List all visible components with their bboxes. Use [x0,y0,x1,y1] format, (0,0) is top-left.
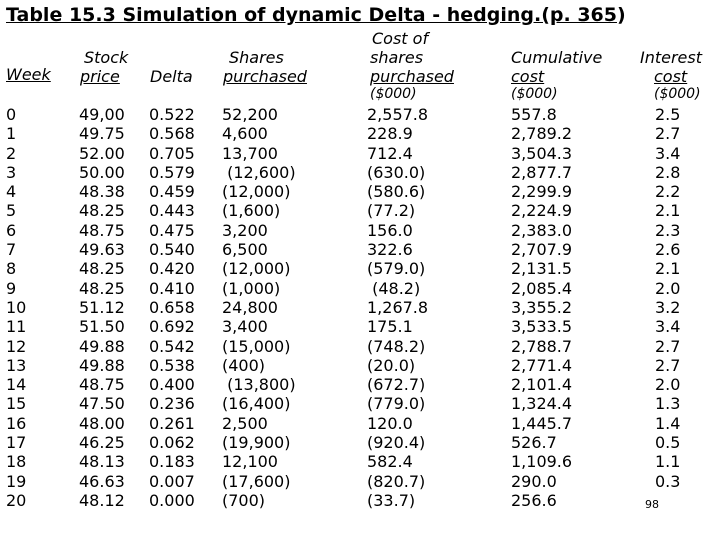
table-cell-week: 9 [6,278,17,298]
table-cell-week: 8 [6,259,17,279]
table-cell-cum: 2,224.9 [511,201,573,221]
table-cell-price: 48.00 [79,413,125,433]
table-cell-price: 51.12 [79,297,125,317]
table-cell-interest: 1.3 [655,394,681,414]
table-cell-cost: (820.7) [367,471,426,491]
column-stock-price [79,105,125,510]
table-cell-interest: 2.2 [655,182,681,202]
table-cell-shares: (12,000) [222,182,291,202]
table-cell-cost: 1,267.8 [367,297,429,317]
table-cell-price: 49.63 [79,240,125,260]
table-cell-shares: (15,000) [222,336,291,356]
table-cell-price: 49.88 [79,336,125,356]
table-cell-shares: (12,000) [222,259,291,279]
header-stock-line1: Stock [84,48,129,67]
table-cell-price: 51.50 [79,317,125,337]
table-cell-cum: 2,771.4 [511,355,573,375]
table-title-text: Table 15.3 Simulation of dynamic Delta - hedging.(p. 365 [6,4,617,26]
table-cell-week: 5 [6,201,17,221]
table-cell-shares: (16,400) [222,394,291,414]
table-cell-delta: 0.540 [149,240,195,260]
table-cell-delta: 0.183 [149,452,195,472]
table-cell-cost: 582.4 [367,452,413,472]
table-cell-price: 50.00 [79,162,125,182]
table-cell-week: 12 [6,336,27,356]
column-delta [149,105,195,510]
table-cell-cum: 2,131.5 [511,259,573,279]
table-cell-shares: (13,800) [222,375,296,395]
table-cell-price: 48.75 [79,375,125,395]
table-cell-price: 46.63 [79,471,125,491]
table-cell-cost: 2,557.8 [367,105,429,124]
table-cell-cum: 290.0 [511,471,557,491]
unit-cumulative: ($000) [511,86,558,102]
table-cell-delta: 0.542 [149,336,195,356]
table-cell-cost: (20.0) [367,355,416,375]
table-cell-week: 13 [6,355,27,375]
table-cell-delta: 0.475 [149,220,195,240]
header-cost-line1: Cost of [372,29,429,48]
table-cell-cum: 2,789.2 [511,124,573,144]
table-cell-shares: (1,000) [222,278,281,298]
column-cumulative-cost [511,105,572,510]
table-cell-week: 14 [6,375,27,395]
table-cell-week: 18 [6,452,27,472]
table-cell-week: 10 [6,297,27,317]
column-week [6,105,26,510]
header-shares-line2: purchased [223,67,307,86]
table-cell-cum: 2,383.0 [511,220,573,240]
table-cell-delta: 0.000 [149,490,195,510]
table-cell-cost: 322.6 [367,240,413,260]
table-cell-cum: 1,109.6 [511,452,573,472]
table-cell-price: 49.75 [79,124,125,144]
header-shares-line1: Shares [229,48,284,67]
table-cell-delta: 0.007 [149,471,195,491]
table-cell-week: 0 [6,105,17,124]
table-cell-cum: 2,101.4 [511,375,573,395]
table-cell-cost: 120.0 [367,413,413,433]
table-cell-week: 4 [6,182,17,202]
table-cell-delta: 0.261 [149,413,195,433]
table-cell-price: 46.25 [79,433,125,453]
table-cell-interest: 0.3 [655,471,681,491]
table-cell-interest: 2.0 [655,375,681,395]
table-cell-cost: (779.0) [367,394,426,414]
table-cell-shares: (17,600) [222,471,291,491]
table-cell-cost: (580.6) [367,182,426,202]
column-shares-purchased [222,105,296,510]
column-interest-cost [655,105,680,510]
table-cell-delta: 0.443 [149,201,195,221]
table-cell-cum: 2,788.7 [511,336,573,356]
page-number: 98 [645,498,659,511]
table-cell-shares: (700) [222,490,266,510]
table-cell-price: 48.25 [79,259,125,279]
table-cell-cost: (48.2) [367,278,421,298]
table-cell-shares: (12,600) [222,162,296,182]
table-cell-interest: 3.4 [655,317,681,337]
header-shares [223,48,307,86]
table-cell-interest: 2.3 [655,220,681,240]
table-cell-interest: 1.1 [655,452,681,472]
table-cell-interest: 2.7 [655,124,681,144]
table-cell-delta: 0.538 [149,355,195,375]
table-cell-week: 6 [6,220,17,240]
table-cell-cum: 3,533.5 [511,317,573,337]
table-cell-price: 48.38 [79,182,125,202]
table-cell-week: 1 [6,124,17,144]
table-cell-shares: (19,900) [222,433,291,453]
table-cell-cost: (748.2) [367,336,426,356]
table-cell-interest: 2.1 [655,259,681,279]
table-cell-price: 48.75 [79,220,125,240]
table-cell-delta: 0.459 [149,182,195,202]
header-interest [640,48,702,86]
table-cell-cost: 228.9 [367,124,413,144]
table-cell-cum: 256.6 [511,490,557,510]
table-cell-shares: (1,600) [222,201,281,221]
table-cell-interest: 3.4 [655,143,681,163]
table-cell-cost: 175.1 [367,317,413,337]
table-cell-shares: 2,500 [222,413,268,433]
table-cell-interest: 0.5 [655,433,681,453]
table-cell-price: 48.13 [79,452,125,472]
table-cell-price: 47.50 [79,394,125,414]
table-cell-week: 17 [6,433,27,453]
table-cell-delta: 0.658 [149,297,195,317]
table-cell-shares: 13,700 [222,143,278,163]
header-cost-line3: purchased [370,67,454,86]
table-cell-week: 16 [6,413,27,433]
table-cell-delta: 0.579 [149,162,195,182]
table-cell-week: 11 [6,317,27,337]
table-cell-interest: 2.1 [655,201,681,221]
table-cell-interest: 2.0 [655,278,681,298]
table-cell-interest: 1.4 [655,413,681,433]
header-delta [150,67,193,86]
table-cell-cost: 712.4 [367,143,413,163]
table-cell-shares: 3,200 [222,220,268,240]
table-cell-week: 19 [6,471,27,491]
table-cell-cost: (630.0) [367,162,426,182]
table-cell-cost: (579.0) [367,259,426,279]
header-stock-line2: price [80,67,120,86]
column-cost-of-shares [367,105,428,510]
table-title [6,4,626,26]
table-cell-price: 48.25 [79,278,125,298]
table-cell-shares: 12,100 [222,452,278,472]
table-cell-interest: 3.2 [655,297,681,317]
table-cell-cum: 3,355.2 [511,297,573,317]
header-week-label: Week [6,65,51,84]
table-cell-shares: 52,200 [222,105,278,124]
table-cell-delta: 0.420 [149,259,195,279]
header-cum-line2: cost [511,67,545,86]
table-cell-delta: 0.522 [149,105,195,124]
table-cell-shares: 24,800 [222,297,278,317]
table-cell-delta: 0.062 [149,433,195,453]
table-cell-shares: (400) [222,355,266,375]
header-int-line1: Interest [640,48,703,67]
table-cell-price: 52.00 [79,143,125,163]
table-title-close-paren: ) [616,4,626,26]
header-cumulative [511,48,602,86]
table-cell-cum: 1,324.4 [511,394,573,414]
table-cell-cost: (672.7) [367,375,426,395]
table-cell-shares: 3,400 [222,317,268,337]
table-cell-cum: 1,445.7 [511,413,573,433]
table-cell-cum: 2,707.9 [511,240,573,260]
unit-cost: ($000) [370,86,417,102]
table-cell-cum: 2,085.4 [511,278,573,298]
header-cum-line1: Cumulative [511,48,603,67]
table-cell-price: 49,00 [79,105,125,124]
unit-interest: ($000) [654,86,701,102]
table-cell-week: 7 [6,240,17,260]
table-cell-delta: 0.705 [149,143,195,163]
header-int-line2: cost [654,67,688,86]
table-cell-week: 3 [6,162,17,182]
table-cell-cum: 2,299.9 [511,182,573,202]
table-cell-price: 49.88 [79,355,125,375]
table-cell-interest: 2.7 [655,355,681,375]
header-cost [370,29,454,86]
table-cell-cum: 2,877.7 [511,162,573,182]
table-cell-week: 15 [6,394,27,414]
table-cell-cost: 156.0 [367,220,413,240]
header-stock-price [80,48,128,86]
table-cell-delta: 0.400 [149,375,195,395]
table-cell-interest: 2.5 [655,105,681,124]
table-cell-interest: 2.8 [655,162,681,182]
table-cell-delta: 0.568 [149,124,195,144]
header-cost-line2: shares [370,48,424,67]
table-cell-delta: 0.236 [149,394,195,414]
table-cell-cost: (920.4) [367,433,426,453]
table-cell-delta: 0.410 [149,278,195,298]
table-cell-interest: 2.7 [655,336,681,356]
table-cell-interest: 2.6 [655,240,681,260]
table-cell-shares: 6,500 [222,240,268,260]
table-cell-price: 48.12 [79,490,125,510]
table-cell-week: 20 [6,490,27,510]
table-cell-cum: 526.7 [511,433,557,453]
header-delta-label: Delta [150,67,193,86]
table-cell-delta: 0.692 [149,317,195,337]
table-cell-cum: 3,504.3 [511,143,573,163]
table-cell-price: 48.25 [79,201,125,221]
table-cell-cost: (33.7) [367,490,416,510]
table-cell-shares: 4,600 [222,124,268,144]
table-cell-cost: (77.2) [367,201,416,221]
table-cell-week: 2 [6,143,17,163]
table-cell-cum: 557.8 [511,105,557,124]
header-week [6,65,51,84]
